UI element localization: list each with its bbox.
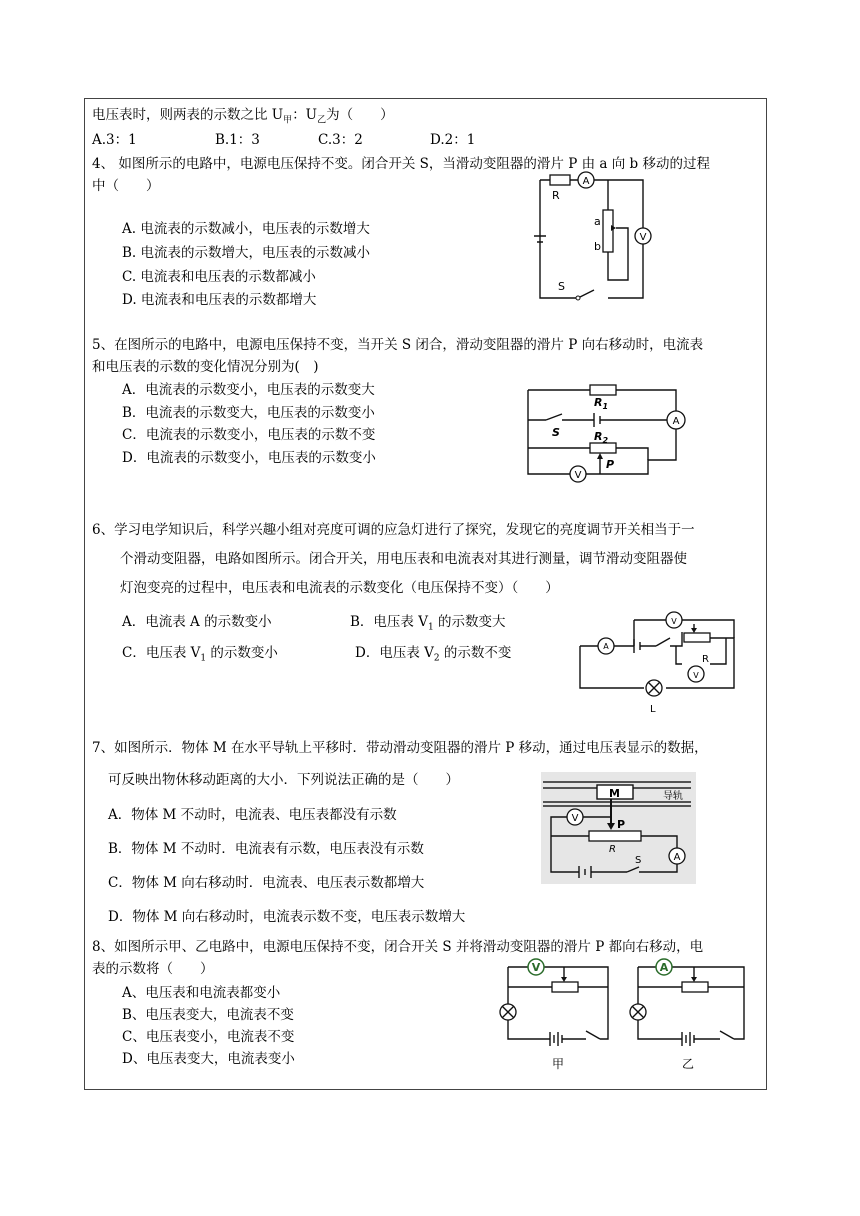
q7-stem-line2: 可反映出物休移动距离的大小．下列说法正确的是（ ） [108,772,459,788]
rail-label: 导轨 [663,791,683,802]
terminal-a-label: a [594,215,601,228]
q8-circuit-yi [628,955,752,1075]
q3-option-c: C.3：2 [318,132,363,148]
q7-circuit-photo [541,772,696,884]
q8-stem-line1: 8、如图所示甲、乙电路中，电源电压保持不变，闭合开关 S 并将滑动变阻器的滑片 P 都向右移动，电 [92,939,704,955]
q6-circuit-diagram [576,604,741,716]
q5-option-b: B．电流表的示数变大，电压表的示数变小 [122,405,375,421]
q3-option-a: A.3：1 [92,132,137,148]
terminal-b-label: b [594,240,601,253]
q4-option-a: A. 电流表的示数减小，电压表的示数增大 [122,221,370,237]
q8-option-d: D、电压表变大，电流表变小 [122,1051,295,1067]
voltmeter-v2-label: V [693,671,699,680]
q4-option-b: B. 电流表的示数增大，电压表的示数减小 [122,245,371,261]
q8-option-a: A、电压表和电流表都变小 [122,985,281,1001]
figure-jia-label: 甲 [552,1057,565,1071]
q6-option-d: D．电压表 $V_2$ 的示数不变 [355,645,512,664]
q3-text: 为（ ） [326,107,394,123]
rheostat-label: R [609,844,616,855]
object-m-label: M [609,787,620,800]
voltmeter-v1-label: V [671,617,677,626]
subscript-jia: 甲 [283,115,293,126]
switch-label: S [635,855,642,866]
ammeter-label: A [603,642,609,651]
q6-option-a: A．电流表 A 的示数变小 [122,614,272,630]
q5-option-a: A．电流表的示数变小，电压表的示数变大 [122,382,375,398]
q3-option-d: D.2：1 [430,132,476,148]
ammeter-label: A [672,416,680,427]
q3-option-b: B.1：3 [215,132,260,148]
q5-circuit-diagram [528,380,678,482]
switch-label: S [552,426,560,439]
q4-stem-line2: 中（ ） [92,178,160,194]
q3-tail-line [92,104,394,132]
q7-option-c: C．物体 M 向右移动时．电流表、电压表示数都増大 [108,875,425,891]
figure-yi-label: 乙 [682,1057,695,1071]
ammeter-label: A [659,961,669,974]
q6-stem-line1: 6、学习电学知识后，科学兴趣小组对亮度可调的应急灯进行了探究，发现它的亮度调节开关相当于一 [92,522,695,538]
q5-option-d: D．电流表的示数变小，电压表的示数变小 [122,450,376,466]
q6-option-c: C．电压表 $V_1$ 的示数变小 [122,645,278,664]
q3-text: 电压表时，则两表的示数之比 U [92,107,284,123]
q8-option-b: B、电压表变大，电流表不变 [122,1007,294,1023]
q4-stem-line1: 4、 如图所示的电路中，电源电压保持不变。闭合开关 S，当滑动变阻器的滑片 P 由 a 向 b 移动的过程 [92,156,710,172]
q8-stem-line2: 表的示数将（ ） [92,961,214,977]
r2-label: $R_2$ [594,430,609,445]
q6-option-b: B．电压表 $V_1$ 的示数变大 [350,614,506,633]
q5-stem-line2: 和电压表的示数的变化情况分别为( ) [92,359,319,375]
voltmeter-label: V [639,232,647,243]
resistor-label: R [552,189,560,202]
q7-option-a: A．物体 M 不动时，电流表、电压表都没有示数 [108,807,397,823]
q8-option-c: C、电压表变小，电流表不变 [122,1029,295,1045]
voltmeter-label: V [571,813,579,824]
switch-label: S [558,280,565,293]
q4-option-d: D. 电流表和电压表的示数都增大 [122,292,317,308]
r1-label: $R_1$ [594,396,609,411]
subscript-yi: 乙 [317,115,327,126]
q4-circuit-diagram [528,170,663,310]
slider-p-label: P [617,818,626,831]
q6-stem-line3: 灯泡变亮的过程中，电压表和电流表的示数变化（电压保持不变）（ ） [120,580,559,596]
q7-option-d: D．物体 M 向右移动时，电流表示数不变，电压表示数増大 [108,909,466,925]
q7-option-b: B．物体 M 不动时．电流表有示数，电压表没有示数 [108,841,424,857]
voltmeter-label: V [531,961,541,974]
q5-option-c: C．电流表的示数变小，电压表的示数不变 [122,427,376,443]
ammeter-label: A [673,852,681,863]
slider-p-label: P [606,458,615,471]
q6-stem-line2: 个滑动变阻器，电路如图所示。闭合开关，用电压表和电流表对其进行测量，调节滑动变阻器使 [120,551,687,567]
voltmeter-label: V [574,470,582,481]
q8-circuit-jia [498,955,622,1075]
rheostat-label: R [702,654,709,665]
q5-stem-line1: 5、在图所示的电路中，电源电压保持不变，当开关 S 闭合，滑动变阻器的滑片 P 向右移动时，电流表 [92,337,704,353]
lamp-label: L [650,704,656,715]
q4-option-c: C. 电流表和电压表的示数都减小 [122,269,316,285]
ammeter-label: A [582,176,590,187]
q7-stem-line1: 7、如图所示．物体 M 在水平导轨上平移时．带动滑动变阻器的滑片 P 移动，通过电压表显示的数据， [92,740,708,756]
q3-text: ：U [292,107,318,123]
